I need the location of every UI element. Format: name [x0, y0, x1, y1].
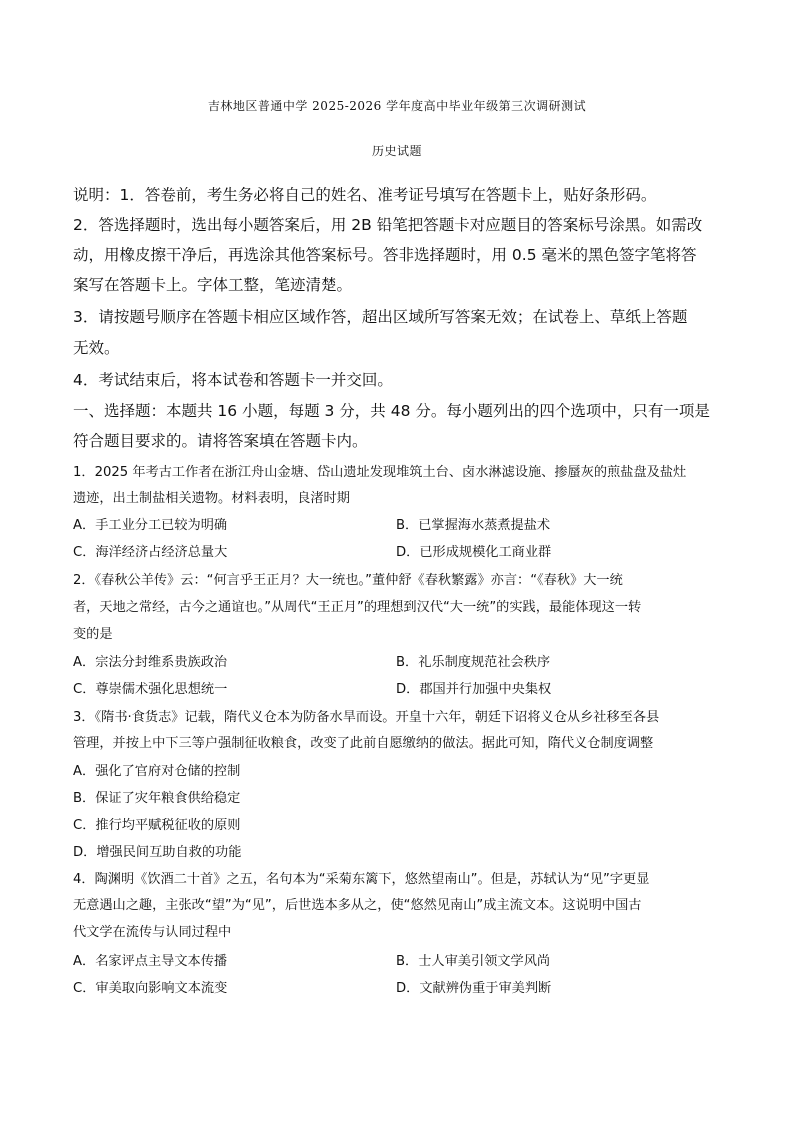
- question-stem: 2．《春秋公羊传》云：“何言乎王正月？大一统也。”董仲舒《春秋繁露》亦言：“《春秋》大一统: [73, 573, 623, 588]
- option-d: D．已形成规模化工商业群: [396, 545, 552, 560]
- exam-subtitle: 历史试题: [371, 144, 422, 158]
- option-a: A．手工业分工已较为明确: [73, 518, 228, 533]
- option-d: D．文献辨伪重于审美判断: [396, 981, 552, 996]
- instruction-line: 3．请按题号顺序在答题卡相应区域作答，超出区域所写答案无效；在试卷上、草纸上答题: [73, 308, 688, 326]
- question-stem: 者，天地之常经，古今之通谊也。”从周代“王正月”的理想到汉代“大一统”的实践，最能体现这一转: [73, 600, 642, 615]
- question-stem: 4．陶渊明《饮酒二十首》之五，名句本为“采菊东篱下，悠然望南山”。但是，苏轼认为“见”字更显: [73, 872, 650, 887]
- question-stem: 管理，并按上中下三等户强制征收粮食，改变了此前自愿缴纳的做法。据此可知，隋代义仓制度调整: [73, 736, 654, 751]
- exam-title: 吉林地区普通中学 2025-2026 学年度高中毕业年级第三次调研测试: [207, 99, 587, 113]
- question-stem: 代文学在流传与认同过程中: [73, 925, 232, 940]
- option-a: A．宗法分封维系贵族政治: [73, 655, 228, 670]
- option-a: A．名家评点主导文本传播: [73, 954, 228, 969]
- question-stem: 1．2025 年考古工作者在浙江舟山金塘、岱山遗址发现堆筑土台、卤水淋滤设施、掺蜃灰的煎盐盘及盐灶: [73, 465, 687, 480]
- instruction-line: 4．考试结束后，将本试卷和答题卡一并交回。: [73, 371, 393, 389]
- option-c: C．海洋经济占经济总量大: [73, 545, 228, 560]
- section-heading: 一、选择题：本题共 16 小题，每题 3 分，共 48 分。每小题列出的四个选项中，只有一项是: [73, 402, 710, 420]
- section-heading: 符合题目要求的。请将答案填在答题卡内。: [73, 432, 368, 450]
- option-b: B．已掌握海水蒸煮提盐术: [396, 518, 551, 533]
- option-d: D．增强民间互助自救的功能: [73, 845, 242, 860]
- option-d: D．郡国并行加强中央集权: [396, 682, 552, 697]
- option-b: B．礼乐制度规范社会秩序: [396, 655, 551, 670]
- question-stem: 遗迹，出土制盐相关遗物。材料表明，良渚时期: [73, 491, 350, 506]
- option-a: A．强化了官府对仓储的控制: [73, 764, 241, 779]
- instruction-line: 说明：1．答卷前，考生务必将自己的姓名、准考证号填写在答题卡上，贴好条形码。: [73, 186, 657, 204]
- question-stem: 变的是: [73, 627, 113, 642]
- instruction-line: 无效。: [73, 339, 120, 357]
- instruction-line: 案写在答题卡上。字体工整，笔迹清楚。: [73, 276, 353, 294]
- instruction-line: 动，用橡皮擦干净后，再选涂其他答案标号。答非选择题时，用 0.5 毫米的黑色签字笔将答: [73, 246, 697, 264]
- question-stem: 3．《隋书·食货志》记载，隋代义仓本为防备水旱而设。开皇十六年，朝廷下诏将义仓从乡社移至各县: [73, 710, 660, 725]
- option-b: B．士人审美引领文学风尚: [396, 954, 551, 969]
- option-c: C．尊崇儒术强化思想统一: [73, 682, 228, 697]
- question-stem: 无意遇山之趣，主张改“望”为“见”，后世选本多从之，使“悠然见南山”成主流文本。这说明中国古: [73, 898, 642, 913]
- option-b: B．保证了灾年粮食供给稳定: [73, 791, 241, 806]
- instruction-line: 2．答选择题时，选出每小题答案后，用 2B 铅笔把答题卡对应题目的答案标号涂黑。如需改: [73, 216, 703, 234]
- option-c: C．审美取向影响文本流变: [73, 981, 228, 996]
- option-c: C．推行均平赋税征收的原则: [73, 818, 241, 833]
